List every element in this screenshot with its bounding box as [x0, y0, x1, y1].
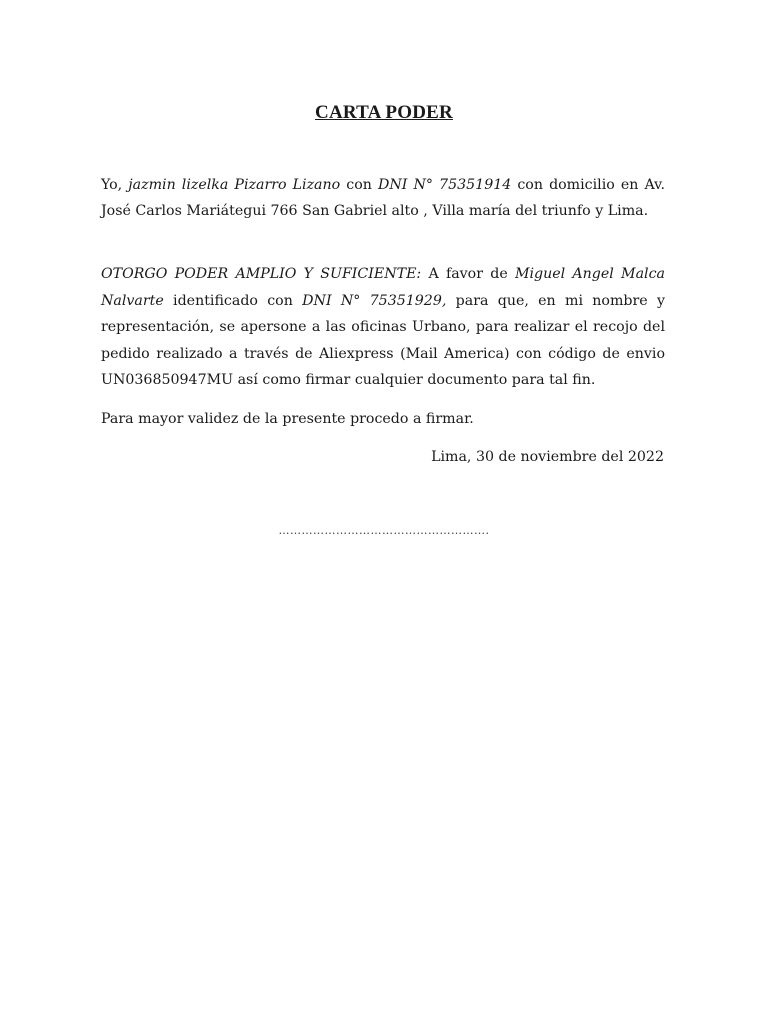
agent-dni: DNI N° 75351929,: [302, 292, 447, 309]
validity-paragraph: Para mayor validez de la presente procedo a firmar.: [101, 411, 474, 427]
con-text: con: [340, 177, 378, 193]
identified-text: identificado con: [163, 292, 303, 309]
intro-text: Yo,: [101, 177, 129, 193]
address-text: con domicilio en Av. José Carlos Mariátegui 766 San Gabriel alto , Villa maría del triunfo y Lima.: [101, 177, 665, 219]
grantor-paragraph: [101, 172, 665, 224]
signature-line: ……………………………………………….: [278, 524, 490, 537]
agent-name: Miguel Angel Malca Nalvarte: [101, 266, 665, 309]
purpose-text: para que, en mi nombre y representación, se apersone a las oficinas Urbano, para realizar el recojo del pedido realizado a través de Aliexpress (Mail America) con código de envio UN036850947MU así como firmar cualquier documento para tal fin.: [101, 292, 665, 388]
grant-heading: OTORGO PODER AMPLIO Y SUFICIENTE:: [101, 266, 422, 282]
document-title: CARTA PODER: [315, 102, 453, 123]
date-line: Lima, 30 de noviembre del 2022: [431, 449, 664, 465]
favor-text: A favor de: [421, 266, 515, 282]
grant-paragraph: [101, 261, 665, 394]
grantor-name: jazmin lizelka Pizarro Lizano: [128, 177, 341, 193]
grantor-dni: DNI N° 75351914: [378, 177, 512, 193]
